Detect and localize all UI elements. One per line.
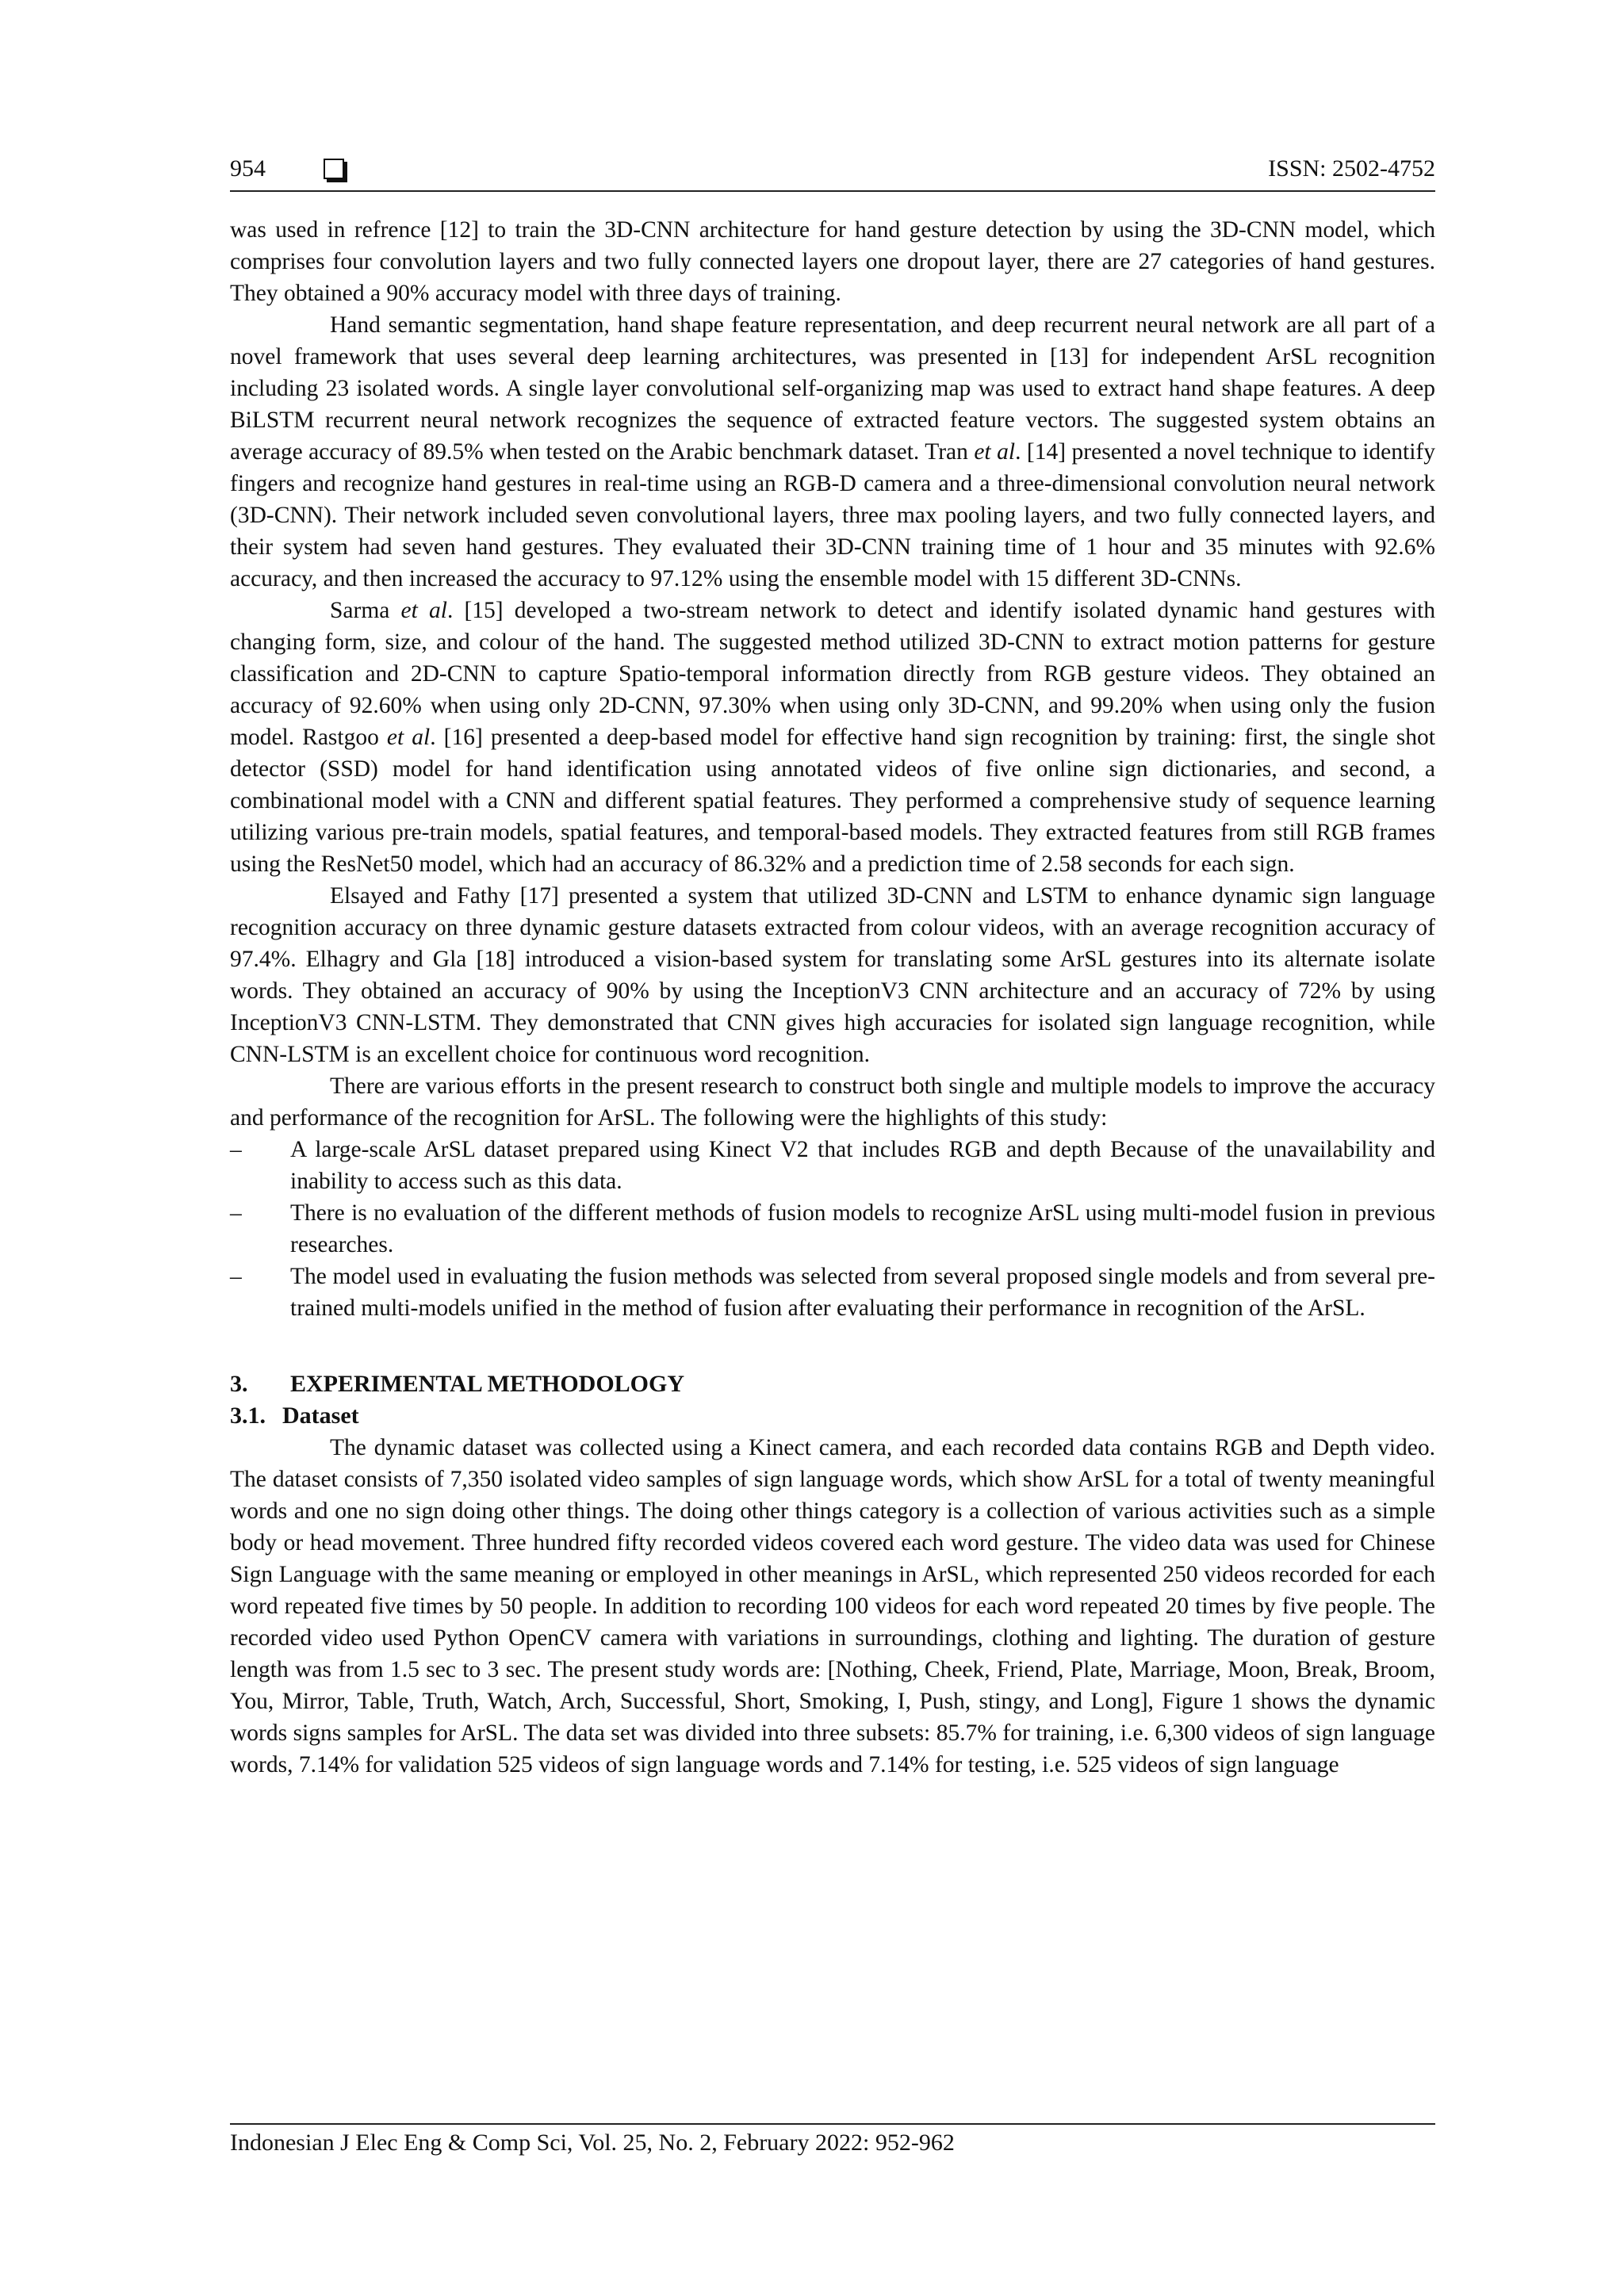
- body-text: [230, 214, 1435, 1781]
- list-item-text: There is no evaluation of the different methods of fusion models to recognize ArSL using multi-model fusion in previous researches.: [290, 1200, 1435, 1257]
- dash-bullet: –: [230, 1264, 242, 1289]
- et-al-italic: et al: [974, 439, 1016, 465]
- page-header: [230, 152, 1435, 192]
- page-footer: [230, 2123, 1435, 2156]
- paragraph-3-text-c: . [16] presented a deep-based model for effective hand sign recognition by training: first, the single shot detector (SSD) model for hand identification using annotated videos of five online sign dictionaries, and second, a combinational model with a CNN and different spatial features. They performed a comprehensive study of sequence learning utilizing various pre-train models, spatial features, and temporal-based models. They extracted features from still RGB frames using the ResNet50 model, which had an accuracy of 86.32% and a prediction time of 2.58 seconds for each sign.: [230, 725, 1435, 877]
- paragraph-2-text-b: . [14] presented a novel technique to identify fingers and recognize hand gestures in real-time using an RGB-D camera and a three-dimensional convolution neural network (3D-CNN). Their network included seven convolutional layers, three max pooling layers, and two fully connected layers, and their system had seven hand gestures. They evaluated their 3D-CNN training time of 1 hour and 35 minutes with 92.6% accuracy, and then increased the accuracy to 97.12% using the ensemble model with 15 different 3D-CNNs.: [230, 439, 1435, 591]
- et-al-italic: et al: [386, 725, 431, 750]
- paragraph-4: Elsayed and Fathy [17] presented a system that utilized 3D-CNN and LSTM to enhance dynamic sign language recognition accuracy on three dynamic gesture datasets extracted from colour videos, with an average recognition accuracy of 97.4%. Elhagry and Gla [18] introduced a vision-based system for translating some ArSL gestures into its alternate isolate words. They obtained an accuracy of 90% by using the InceptionV3 CNN architecture and an accuracy of 72% by using InceptionV3 CNN-LSTM. They demonstrated that CNN gives high accuracies for isolated sign language recognition, while CNN-LSTM is an excellent choice for continuous word recognition.: [230, 883, 1435, 1067]
- subsection-number: 3.1.: [230, 1402, 266, 1429]
- issn-label: ISSN: 2502-4752: [1268, 155, 1435, 182]
- page-number: 954: [230, 155, 266, 182]
- list-item-text: The model used in evaluating the fusion methods was selected from several proposed single models and from several pre-trained multi-models unified in the method of fusion after evaluating their performance in recognition of the ArSL.: [290, 1264, 1435, 1321]
- list-item: [230, 1197, 1435, 1261]
- footer-citation: Indonesian J Elec Eng & Comp Sci, Vol. 25, No. 2, February 2022: 952-962: [230, 2130, 955, 2156]
- paragraph-2: [230, 309, 1435, 595]
- paragraph-3: [230, 595, 1435, 880]
- paragraph-5: There are various efforts in the present research to construct both single and multiple models to improve the accuracy and performance of the recognition for ArSL. The following were the highlights of this study:: [230, 1073, 1435, 1131]
- subsection-heading: [230, 1400, 1435, 1432]
- paragraph-2-text-a: Hand semantic segmentation, hand shape feature representation, and deep recurrent neural network are all part of a novel framework that uses several deep learning architectures, was presented in [13] for independent ArSL recognition including 23 isolated words. A single layer convolutional self-organizing map was used to extract hand shape features. A deep BiLSTM recurrent neural network recognizes the sequence of extracted feature vectors. The suggested system obtains an average accuracy of 89.5% when tested on the Arabic benchmark dataset. Tran: [230, 312, 1435, 465]
- section-heading: [230, 1368, 1435, 1400]
- checkbox-square-icon: [324, 159, 344, 179]
- dash-bullet: –: [230, 1137, 242, 1162]
- highlights-list: [230, 1134, 1435, 1324]
- list-item: [230, 1261, 1435, 1324]
- list-item-text: A large-scale ArSL dataset prepared using Kinect V2 that includes RGB and depth Because of the unavailability and inability to access such as this data.: [290, 1137, 1435, 1194]
- section-number: 3.: [230, 1371, 248, 1397]
- dash-bullet: –: [230, 1200, 242, 1226]
- paragraph-1: was used in refrence [12] to train the 3D-CNN architecture for hand gesture detection by using the 3D-CNN model, which comprises four convolution layers and two fully connected layers one dropout layer, there are 27 categories of hand gestures. They obtained a 90% accuracy model with three days of training.: [230, 217, 1435, 306]
- paragraph-3-text-b: . [15] developed a two-stream network to detect and identify isolated dynamic hand gestures with changing form, size, and colour of the hand. The suggested method utilized 3D-CNN to extract motion patterns for gesture classification and 2D-CNN to capture Spatio-temporal information directly from RGB gesture videos. They obtained an accuracy of 92.60% when using only 2D-CNN, 97.30% when using only 3D-CNN, and 99.20% when using only the fusion model. Rastgoo: [230, 598, 1435, 750]
- subsection-title: Dataset: [282, 1402, 359, 1429]
- paragraph-6: The dynamic dataset was collected using a Kinect camera, and each recorded data contains RGB and Depth video. The dataset consists of 7,350 isolated video samples of sign language words, which show ArSL for a total of twenty meaningful words and one no sign doing other things. The doing other things category is a collection of various activities such as a simple body or head movement. Three hundred fifty recorded videos covered each word gesture. The video data was used for Chinese Sign Language with the same meaning or employed in other meanings in ArSL, which represented 250 videos recorded for each word repeated five times by 50 people. In addition to recording 100 videos for each word repeated 20 times by five people. The recorded video used Python OpenCV camera with variations in surroundings, clothing and lighting. The duration of gesture length was from 1.5 sec to 3 sec. The present study words are: [Nothing, Cheek, Friend, Plate, Marriage, Moon, Break, Broom, You, Mirror, Table, Truth, Watch, Arch, Successful, Short, Smoking, I, Push, stingy, and Long], Figure 1 shows the dynamic words signs samples for ArSL. The data set was divided into three subsets: 85.7% for training, i.e. 6,300 videos of sign language words, 7.14% for validation 525 videos of sign language words and 7.14% for testing, i.e. 525 videos of sign language: [230, 1435, 1435, 1777]
- paragraph-3-text-a: Sarma: [330, 598, 401, 623]
- list-item: [230, 1134, 1435, 1197]
- et-al-italic: et al: [400, 598, 447, 623]
- section-title: EXPERIMENTAL METHODOLOGY: [290, 1371, 684, 1397]
